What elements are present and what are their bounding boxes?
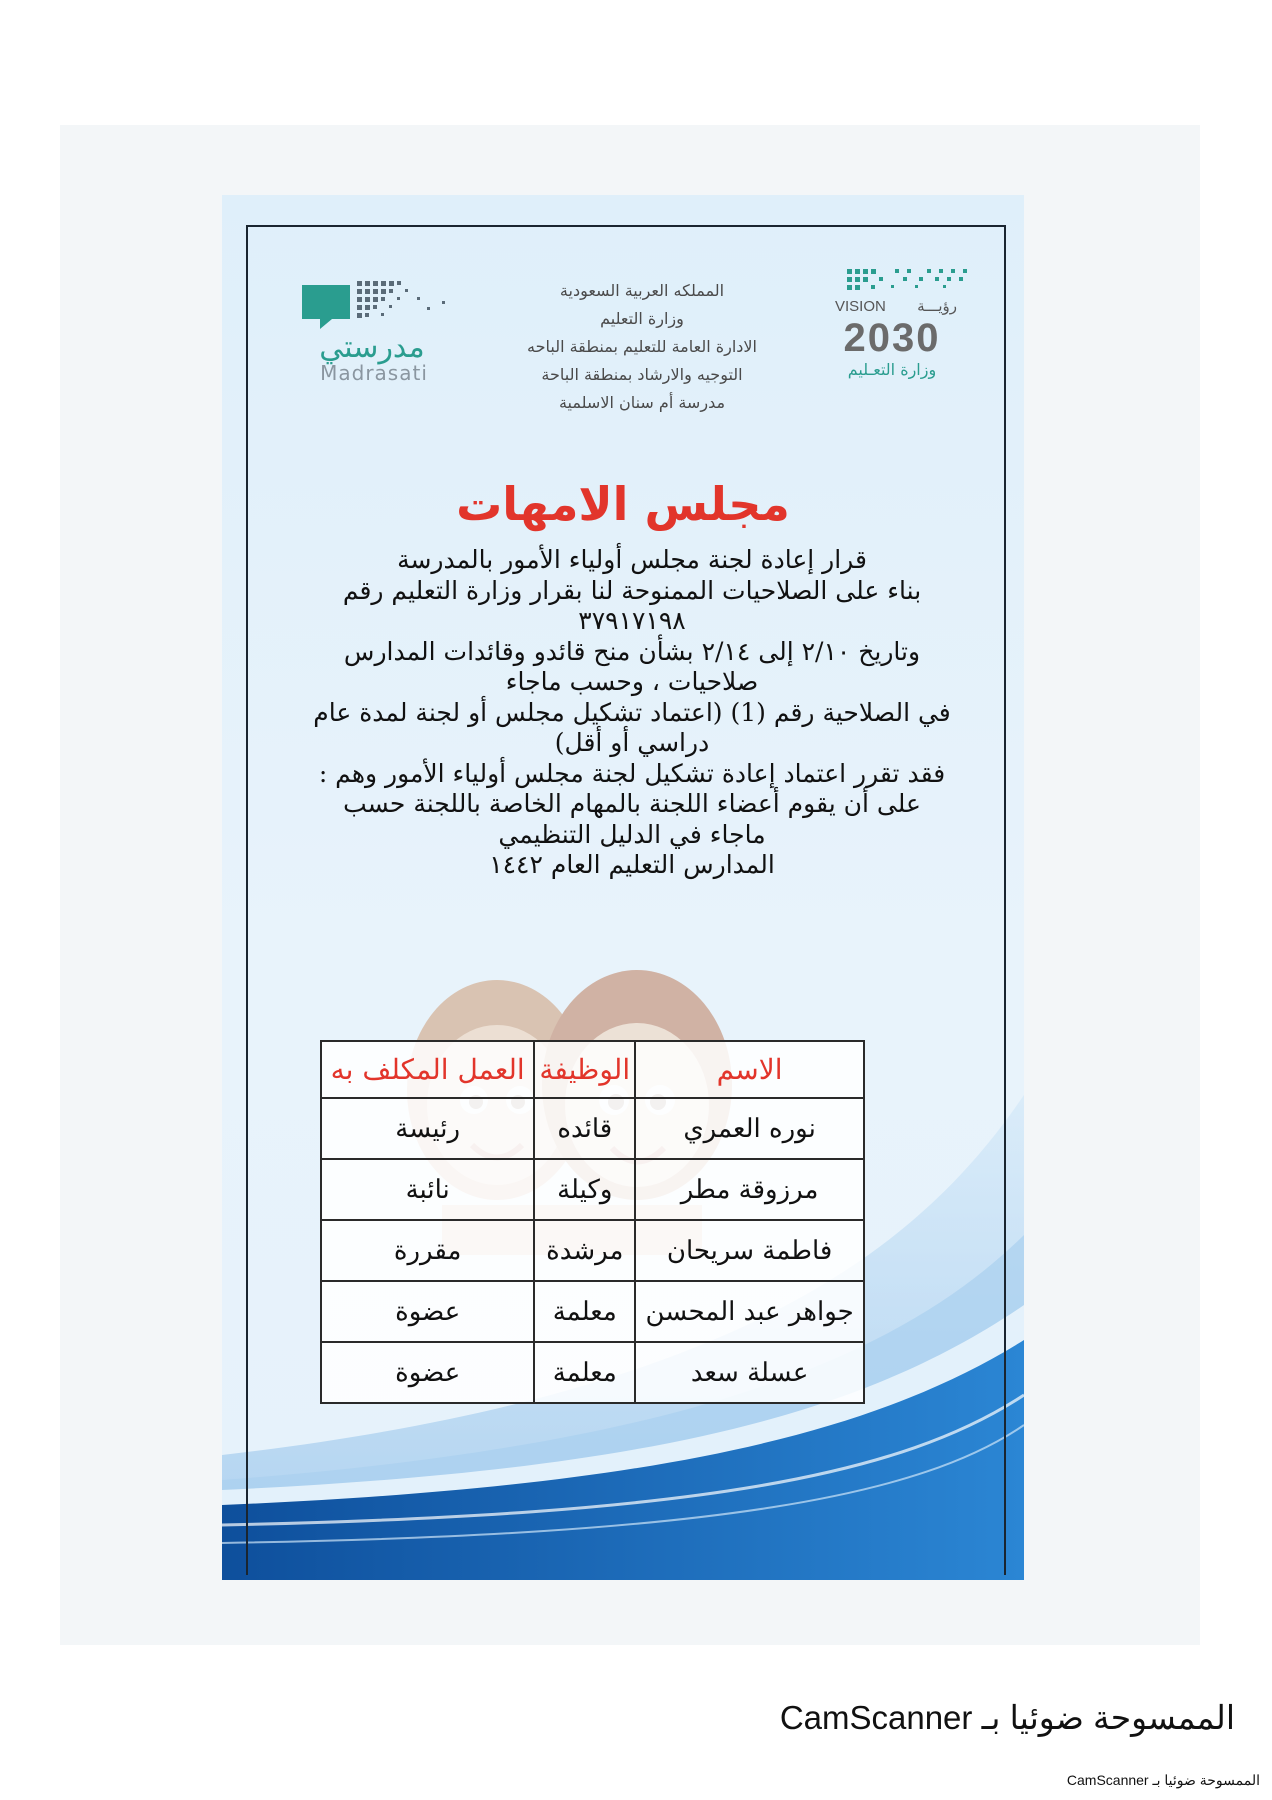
cell-job: قائده (534, 1098, 635, 1159)
table-header-row (321, 1041, 864, 1098)
cell-task: عضوة (321, 1342, 534, 1403)
camscanner-watermark-small: الممسوحة ضوئيا بـ CamScanner (1066, 1772, 1260, 1788)
committee-table (320, 1040, 865, 1404)
decision-line-5: صلاحيات ، وحسب ماجاء (505, 667, 759, 696)
header-name: الاسم (635, 1041, 864, 1098)
decision-line-8: فقد تقرر اعتماد إعادة تشكيل لجنة مجلس أولياء الأمور وهم : (318, 758, 946, 788)
cell-task: مقررة (321, 1220, 534, 1281)
roya-word: رؤيـــة (917, 297, 957, 315)
cell-task: رئيسة (321, 1098, 534, 1159)
vision-ministry: وزارة التعـليم (847, 360, 937, 379)
madrasati-arabic: مدرستي (319, 330, 425, 365)
page-title: مجلس الامهات (456, 477, 790, 531)
cell-job: معلمة (534, 1281, 635, 1342)
table-row (321, 1159, 864, 1220)
vision-year: 2030 (843, 316, 941, 360)
decision-line-6: في الصلاحية رقم (1) (اعتماد تشكيل مجلس أو لجنة لمدة عام (313, 697, 951, 727)
decision-line-1: قرار إعادة لجنة مجلس أولياء الأمور بالمدرسة (397, 545, 867, 574)
camscanner-watermark: الممسوحة ضوئيا بـ CamScanner (779, 1699, 1235, 1736)
header-job: الوظيفة (534, 1041, 635, 1098)
decision-line-2: بناء على الصلاحيات الممنوحة لنا بقرار وزارة التعليم رقم (342, 575, 922, 605)
decision-line-4: وتاريخ ٢/١٠ إلى ٢/١٤ بشأن منح قائدو وقائدات المدارس (343, 636, 921, 666)
decision-line-9: على أن يقوم أعضاء اللجنة بالمهام الخاصة باللجنة حسب (343, 789, 921, 818)
cell-name: نوره العمري (635, 1098, 864, 1159)
org-line-kingdom: المملكه العربية السعودية (559, 281, 725, 300)
decision-line-11: المدارس التعليم العام ١٤٤٢ (489, 850, 775, 879)
table-row (321, 1342, 864, 1403)
vision-word: VISION (835, 298, 886, 315)
cell-name: فاطمة سريحان (635, 1220, 864, 1281)
cell-job: معلمة (534, 1342, 635, 1403)
table-row (321, 1098, 864, 1159)
decision-line-10: ماجاء في الدليل التنظيمي (498, 819, 766, 849)
decision-line-7: دراسي أو أقل) (554, 728, 710, 757)
cell-job: مرشدة (534, 1220, 635, 1281)
org-line-guidance: التوجيه والارشاد بمنطقة الباحة (541, 365, 743, 384)
table-row (321, 1281, 864, 1342)
madrasati-latin: Madrasati (320, 361, 428, 385)
vision-2030-logo (807, 265, 987, 385)
cell-name: جواهر عبد المحسن (635, 1281, 864, 1342)
organization-header (472, 277, 812, 417)
org-line-directorate: الادارة العامة للتعليم بمنطقة الباحه (527, 337, 757, 356)
cell-task: نائبة (321, 1159, 534, 1220)
madrasati-logo (302, 275, 492, 390)
org-line-ministry: وزارة التعليم (600, 309, 684, 328)
table-row (321, 1220, 864, 1281)
cell-task: عضوة (321, 1281, 534, 1342)
org-line-school: مدرسة أم سنان الاسلمية (558, 393, 726, 412)
cell-name: مرزوقة مطر (635, 1159, 864, 1220)
header-task: العمل المكلف به (321, 1041, 534, 1098)
flyer (222, 195, 1024, 1580)
cell-job: وكيلة (534, 1159, 635, 1220)
decision-text (292, 545, 972, 881)
decision-line-3: ٣٧٩١٧١٩٨ (578, 606, 686, 635)
cell-name: عسلة سعد (635, 1342, 864, 1403)
